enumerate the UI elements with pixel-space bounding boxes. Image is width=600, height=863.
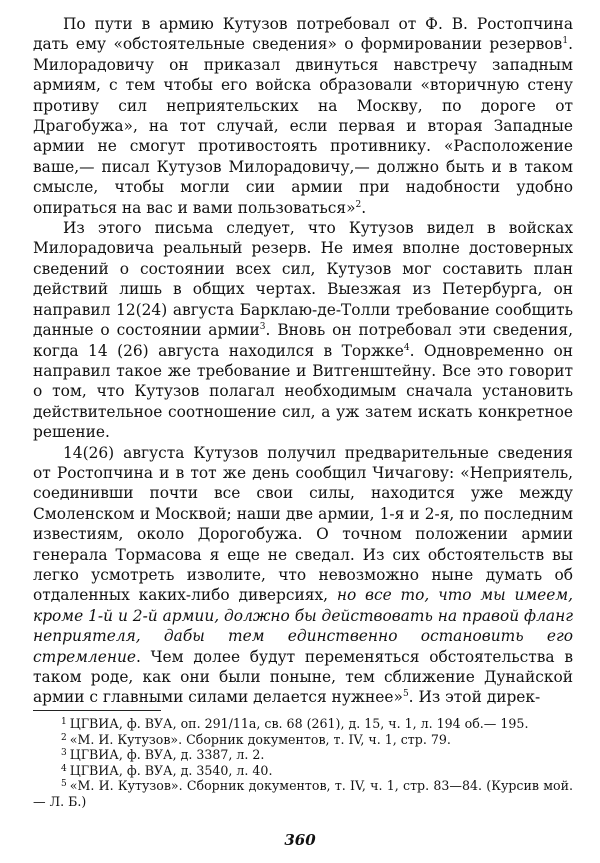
footnote-number: 4 <box>61 763 67 774</box>
footnote-reference: 5 <box>402 689 409 700</box>
footnote-number: 5 <box>61 779 67 790</box>
text-run: . Одновременно он направил такое же требование и Витгенштейну. Все это говорит о том, что Кутузов полагал необходимым сначала установить действительное соотношение сил, а уж затем искать конкретное решение. <box>33 341 573 442</box>
footnote-text: ЦГВИА, ф. ВУА, оп. 291/11а, св. 68 (261), д. 15, ч. 1, л. 194 об.— 195. <box>69 716 529 731</box>
body-text <box>33 14 573 708</box>
page-number: 360 <box>284 831 316 849</box>
footnote-reference: 3 <box>259 322 266 333</box>
footnote <box>33 778 573 809</box>
footnote-number: 1 <box>61 717 67 727</box>
text-run: По пути в армию Кутузов потребовал от Ф. В. Ростопчина дать ему «обстоятельные сведения» о формировании резервов <box>33 15 573 54</box>
footnote-text: «М. И. Кутузов». Сборник документов, т. IV, ч. 1, стр. 83—84. (Курсив мой.— Л. Б.) <box>33 778 573 809</box>
paragraph <box>33 443 573 708</box>
text-run: . Милорадовичу он приказал двинуться навстречу западным армиям, с тем чтобы его войска образовали «вторичную стену противу сил неприятельских на Москву, по дороге от Драгобужа», на тот случай, если первая и вторая Западные армии не смогут противостоять противнику. «Расположение ваше,— писал Кутузов Милорадовичу,— должно быть и в таком смысле, чтобы могли сии армии при надобности удобно опираться на вас и вами пользоваться» <box>33 35 573 217</box>
italic-text-run: но все то, что мы имеем, кроме 1-й и 2-й армии, должно бы действовать на правой фланг неприятеля, дабы тем единственно остановить его стремление <box>33 586 574 666</box>
footnotes <box>33 716 573 810</box>
footnote-divider <box>33 710 161 711</box>
footnote <box>33 732 573 748</box>
footnote <box>33 747 573 763</box>
paragraph <box>33 218 573 442</box>
footnote-text: ЦГВИА, ф. ВУА, д. 3540, л. 40. <box>69 762 273 778</box>
footnote <box>33 716 573 732</box>
text-run: . <box>361 198 367 217</box>
footnote-text: «М. И. Кутузов». Сборник документов, т. IV, ч. 1, стр. 79. <box>69 731 451 747</box>
footnote-text: ЦГВИА, ф. ВУА, д. 3387, л. 2. <box>69 747 265 763</box>
footnote-reference: 4 <box>403 342 410 353</box>
footnote <box>33 763 573 779</box>
text-run: 14(26) августа Кутузов получил предварительные сведения от Ростопчина и в тот же день сообщил Чичагову: «Неприятель, соединивши почти все свои силы, находится уже между Смоленском и Москвой; наши две армии, 1-я и 2-я, по последним известиям, около Дорогобужа. О точном положении армии генерала Тормасова я еще не сведал. Из сих обстоятельств вы легко усмотреть изволите, что невозможно ныне думать об отдаленных каких-либо диверсиях, <box>33 443 573 605</box>
text-run: . Вновь он потребовал эти сведения, когда 14 (26) августа находился в Торжке <box>33 321 573 360</box>
footnote-reference: 2 <box>355 199 362 210</box>
footnote-reference: 1 <box>562 36 569 47</box>
text-run: . Из этой дирек- <box>408 688 541 707</box>
text-run: . Чем долее будут переменяться обстоятельства в таком роде, как они были поныне, тем сближение Дунайской армии с главными силами делается нужнее» <box>33 647 573 707</box>
text-run: Из этого письма следует, что Кутузов видел в войсках Милорадовича реальный резерв. Не имея вполне достоверных сведений о состоянии всех сил, Кутузов мог составить план действий лишь в общих чертах. Выезжая из Петербурга, он направил 12(24) августа Барклаю-де-Толли требование сообщить данные о состоянии армии <box>33 219 573 340</box>
footnote-number: 2 <box>61 732 67 743</box>
footnote-number: 3 <box>61 748 67 759</box>
paragraph <box>33 14 573 218</box>
